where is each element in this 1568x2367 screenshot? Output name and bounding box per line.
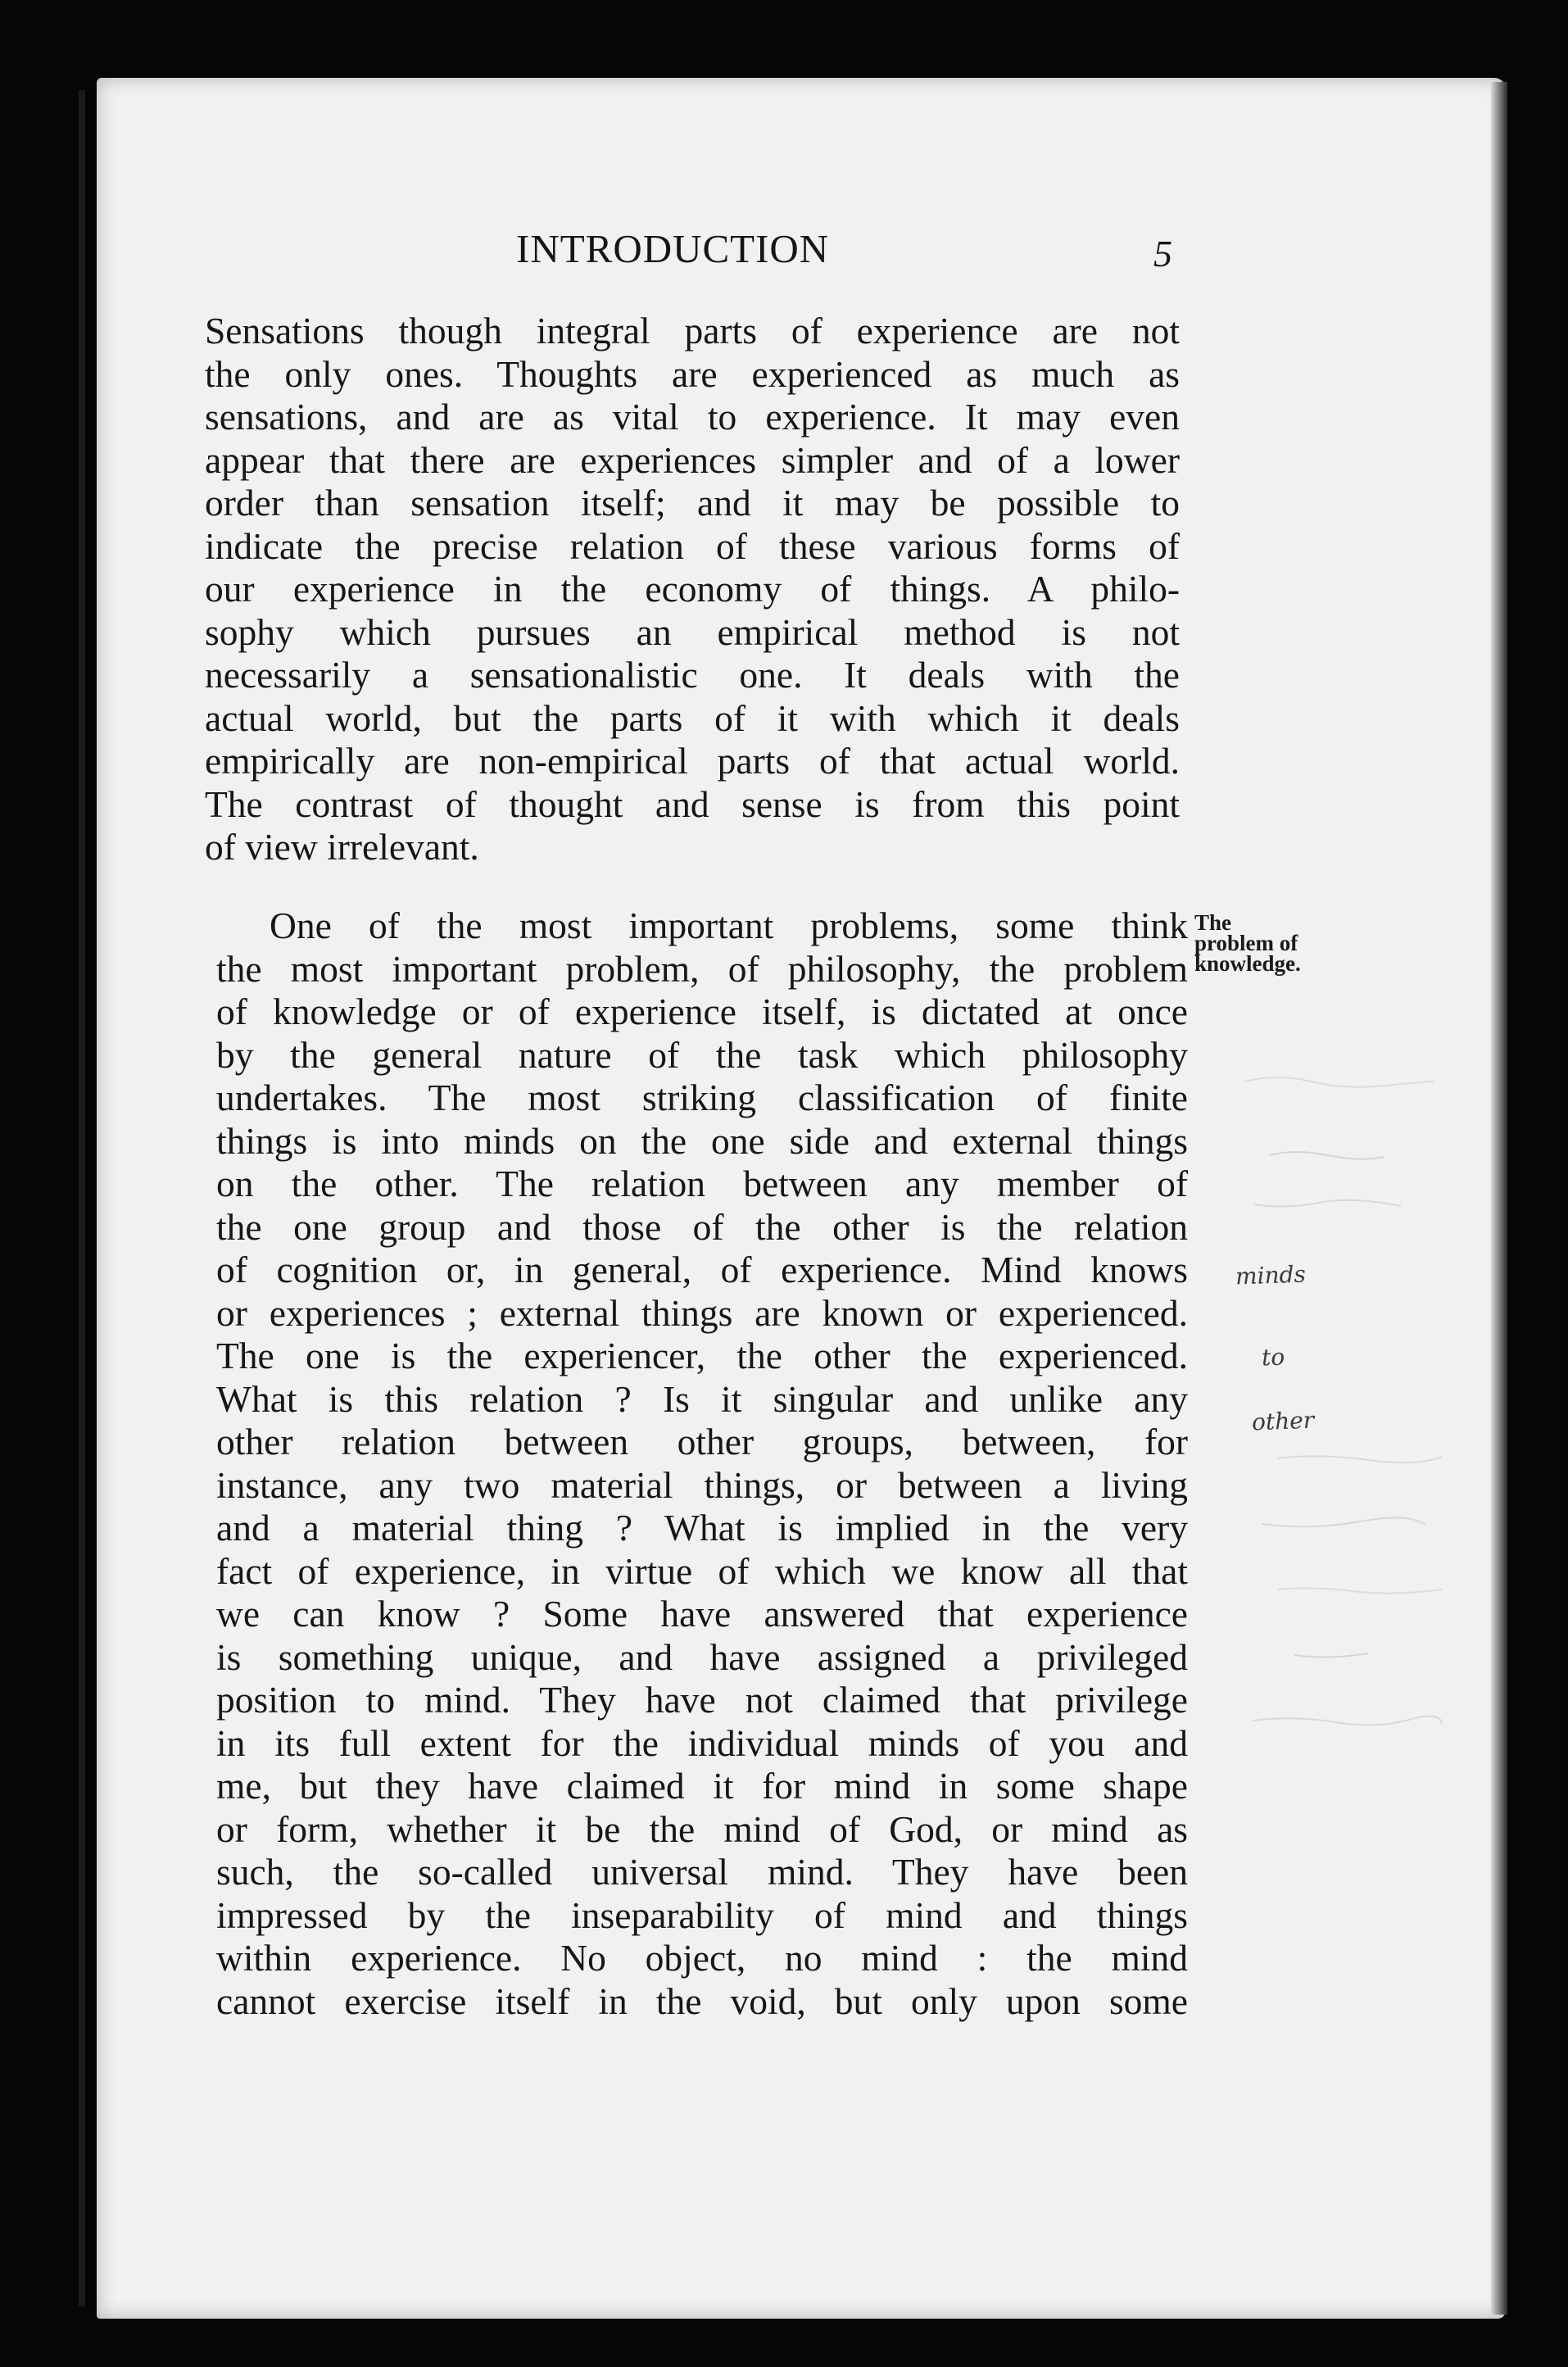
sidenote-line: problem of: [1194, 931, 1298, 955]
margin-sidenote: [1194, 910, 1301, 976]
sidenote-line: The: [1194, 910, 1232, 935]
text-line: we can know ? Some have answered that experience: [216, 1593, 1188, 1635]
text-line: What is this relation ? Is it singular and unlike any: [216, 1377, 1188, 1420]
handwritten-note: other: [1251, 1406, 1315, 1436]
text-line: the one group and those of the other is the relation: [216, 1205, 1188, 1248]
page-edge: [1491, 82, 1507, 2315]
text-line: One of the most important problems, some think: [270, 905, 1188, 946]
text-line: by the general nature of the task which philosophy: [216, 1033, 1188, 1076]
text-line: our experience in the economy of things. A philo-: [205, 568, 1180, 610]
text-line: fact of experience, in virtue of which we know all that: [216, 1549, 1188, 1592]
text-line: me, but they have claimed it for mind in some shape: [216, 1765, 1188, 1807]
text-line: on the other. The relation between any member of: [216, 1163, 1188, 1204]
handwritten-note: minds: [1235, 1260, 1307, 1290]
text-line: and a material thing ? What is implied in the very: [216, 1507, 1188, 1549]
text-line: of cognition or, in general, of experience. Mind knows: [216, 1249, 1188, 1290]
text-line: sensations, and are as vital to experience. It may even: [205, 396, 1180, 438]
text-line: is something unique, and have assigned a privileged: [216, 1635, 1188, 1678]
text-line: of view irrelevant.: [205, 826, 479, 868]
text-line: The one is the experiencer, the other the experienced.: [216, 1335, 1188, 1376]
book-gutter: [79, 90, 85, 2306]
text-line: actual world, but the parts of it with which it deals: [205, 696, 1180, 739]
paragraph-1: [205, 310, 1180, 869]
text-line: other relation between other groups, between, for: [216, 1421, 1188, 1462]
text-line: the only ones. Thoughts are experienced as much as: [205, 352, 1180, 395]
text-line: empirically are non-empirical parts of that actual world.: [205, 740, 1180, 782]
text-line: instance, any two material things, or between a living: [216, 1463, 1188, 1506]
text-line: of knowledge or of experience itself, is dictated at once: [216, 991, 1188, 1032]
text-line: order than sensation itself; and it may be possible to: [205, 482, 1180, 524]
text-line: impressed by the inseparability of mind and things: [216, 1893, 1188, 1936]
running-head: INTRODUCTION: [516, 226, 830, 271]
sidenote-line: knowledge.: [1194, 951, 1301, 976]
text-line: the most important problem, of philosophy, the problem: [216, 947, 1188, 990]
text-line: position to mind. They have not claimed that privilege: [216, 1679, 1188, 1721]
text-line: such, the so-called universal mind. They have been: [216, 1851, 1188, 1893]
faint-pencil-scribbles: [1229, 1065, 1491, 1802]
text-line: or form, whether it be the mind of God, or mind as: [216, 1807, 1188, 1850]
text-line: or experiences ; external things are known or experienced.: [216, 1291, 1188, 1334]
text-line: things is into minds on the one side and external things: [216, 1119, 1188, 1162]
text-line: cannot exercise itself in the void, but only upon some: [216, 1979, 1188, 2022]
text-line: necessarily a sensationalistic one. It deals with the: [205, 654, 1180, 696]
page-number: 5: [1153, 233, 1172, 274]
text-line: indicate the precise relation of these various forms of: [205, 524, 1180, 567]
text-line: sophy which pursues an empirical method is not: [205, 610, 1180, 653]
text-line: undertakes. The most striking classification of finite: [216, 1077, 1188, 1118]
text-line: Sensations though integral parts of experience are not: [205, 310, 1180, 351]
text-line: in its full extent for the individual minds of you and: [216, 1721, 1188, 1764]
text-line: appear that there are experiences simpler and of a lower: [205, 438, 1180, 481]
handwritten-note: to: [1261, 1343, 1285, 1372]
paragraph-2: [216, 905, 1188, 2023]
text-line: within experience. No object, no mind : the mind: [216, 1937, 1188, 1979]
text-line: The contrast of thought and sense is from this point: [205, 782, 1180, 825]
